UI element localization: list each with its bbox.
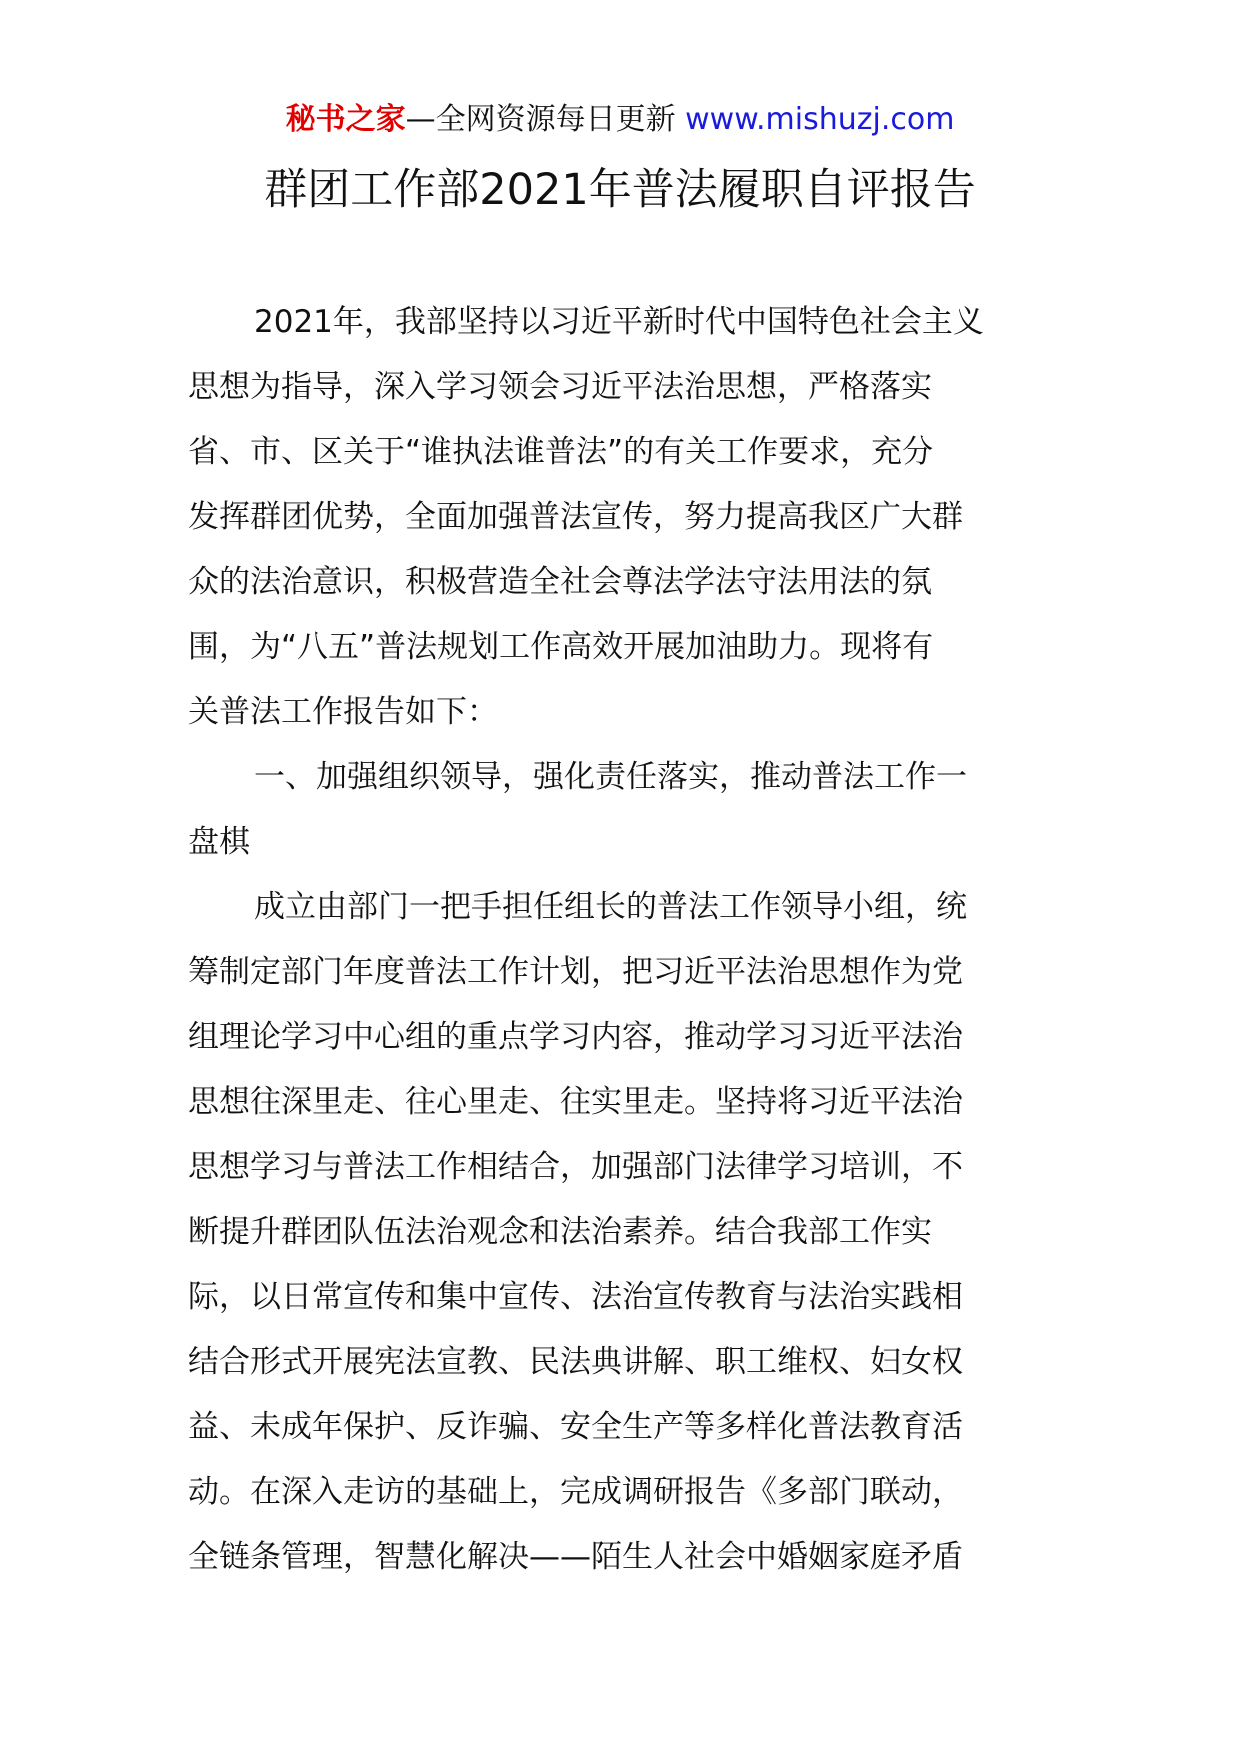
text-line: 全链条管理，智慧化解决——陌生人社会中婚姻家庭矛盾	[188, 1539, 963, 1575]
text-line: 断提升群团队伍法治观念和法治素养。结合我部工作实	[188, 1214, 932, 1250]
text-line: 思想为指导，深入学习领会习近平法治思想，严格落实	[188, 369, 932, 405]
text-line: 发挥群团优势，全面加强普法宣传，努力提高我区广大群	[188, 499, 963, 535]
text-line: 省、市、区关于“谁执法谁普法”的有关工作要求，充分	[188, 434, 934, 470]
text-line: 筹制定部门年度普法工作计划，把习近平法治思想作为党	[188, 954, 963, 990]
site-tagline: —全网资源每日更新	[405, 102, 676, 137]
text-line: 动。在深入走访的基础上，完成调研报告《多部门联动，	[188, 1474, 963, 1510]
site-url-link[interactable]: www.mishuzj.com	[685, 102, 955, 137]
section-heading-line: 盘棋	[188, 824, 250, 860]
text-line: 关普法工作报告如下：	[188, 694, 498, 730]
text-line: 组理论学习中心组的重点学习内容，推动学习习近平法治	[188, 1019, 963, 1055]
document-title: 群团工作部2021年普法履职自评报告	[264, 165, 976, 215]
document-body	[188, 290, 1058, 1590]
site-name: 秘书之家	[285, 102, 406, 137]
text-line: 益、未成年保护、反诈骗、安全生产等多样化普法教育活	[188, 1409, 963, 1445]
text-line: 成立由部门一把手担任组长的普法工作领导小组，统	[254, 889, 967, 925]
text-line: 2021年，我部坚持以习近平新时代中国特色社会主义	[254, 304, 984, 340]
text-line: 际，以日常宣传和集中宣传、法治宣传教育与法治实践相	[188, 1279, 963, 1315]
text-line: 众的法治意识，积极营造全社会尊法学法守法用法的氛	[188, 564, 932, 600]
text-line: 思想学习与普法工作相结合，加强部门法律学习培训，不	[188, 1149, 963, 1185]
site-header	[0, 100, 1240, 140]
text-line: 结合形式开展宪法宣教、民法典讲解、职工维权、妇女权	[188, 1344, 963, 1380]
text-line: 围，为“八五”普法规划工作高效开展加油助力。现将有	[188, 629, 934, 665]
section-heading-line: 一、加强组织领导，强化责任落实，推动普法工作一	[254, 759, 967, 795]
text-line: 思想往深里走、往心里走、往实里走。坚持将习近平法治	[188, 1084, 963, 1120]
